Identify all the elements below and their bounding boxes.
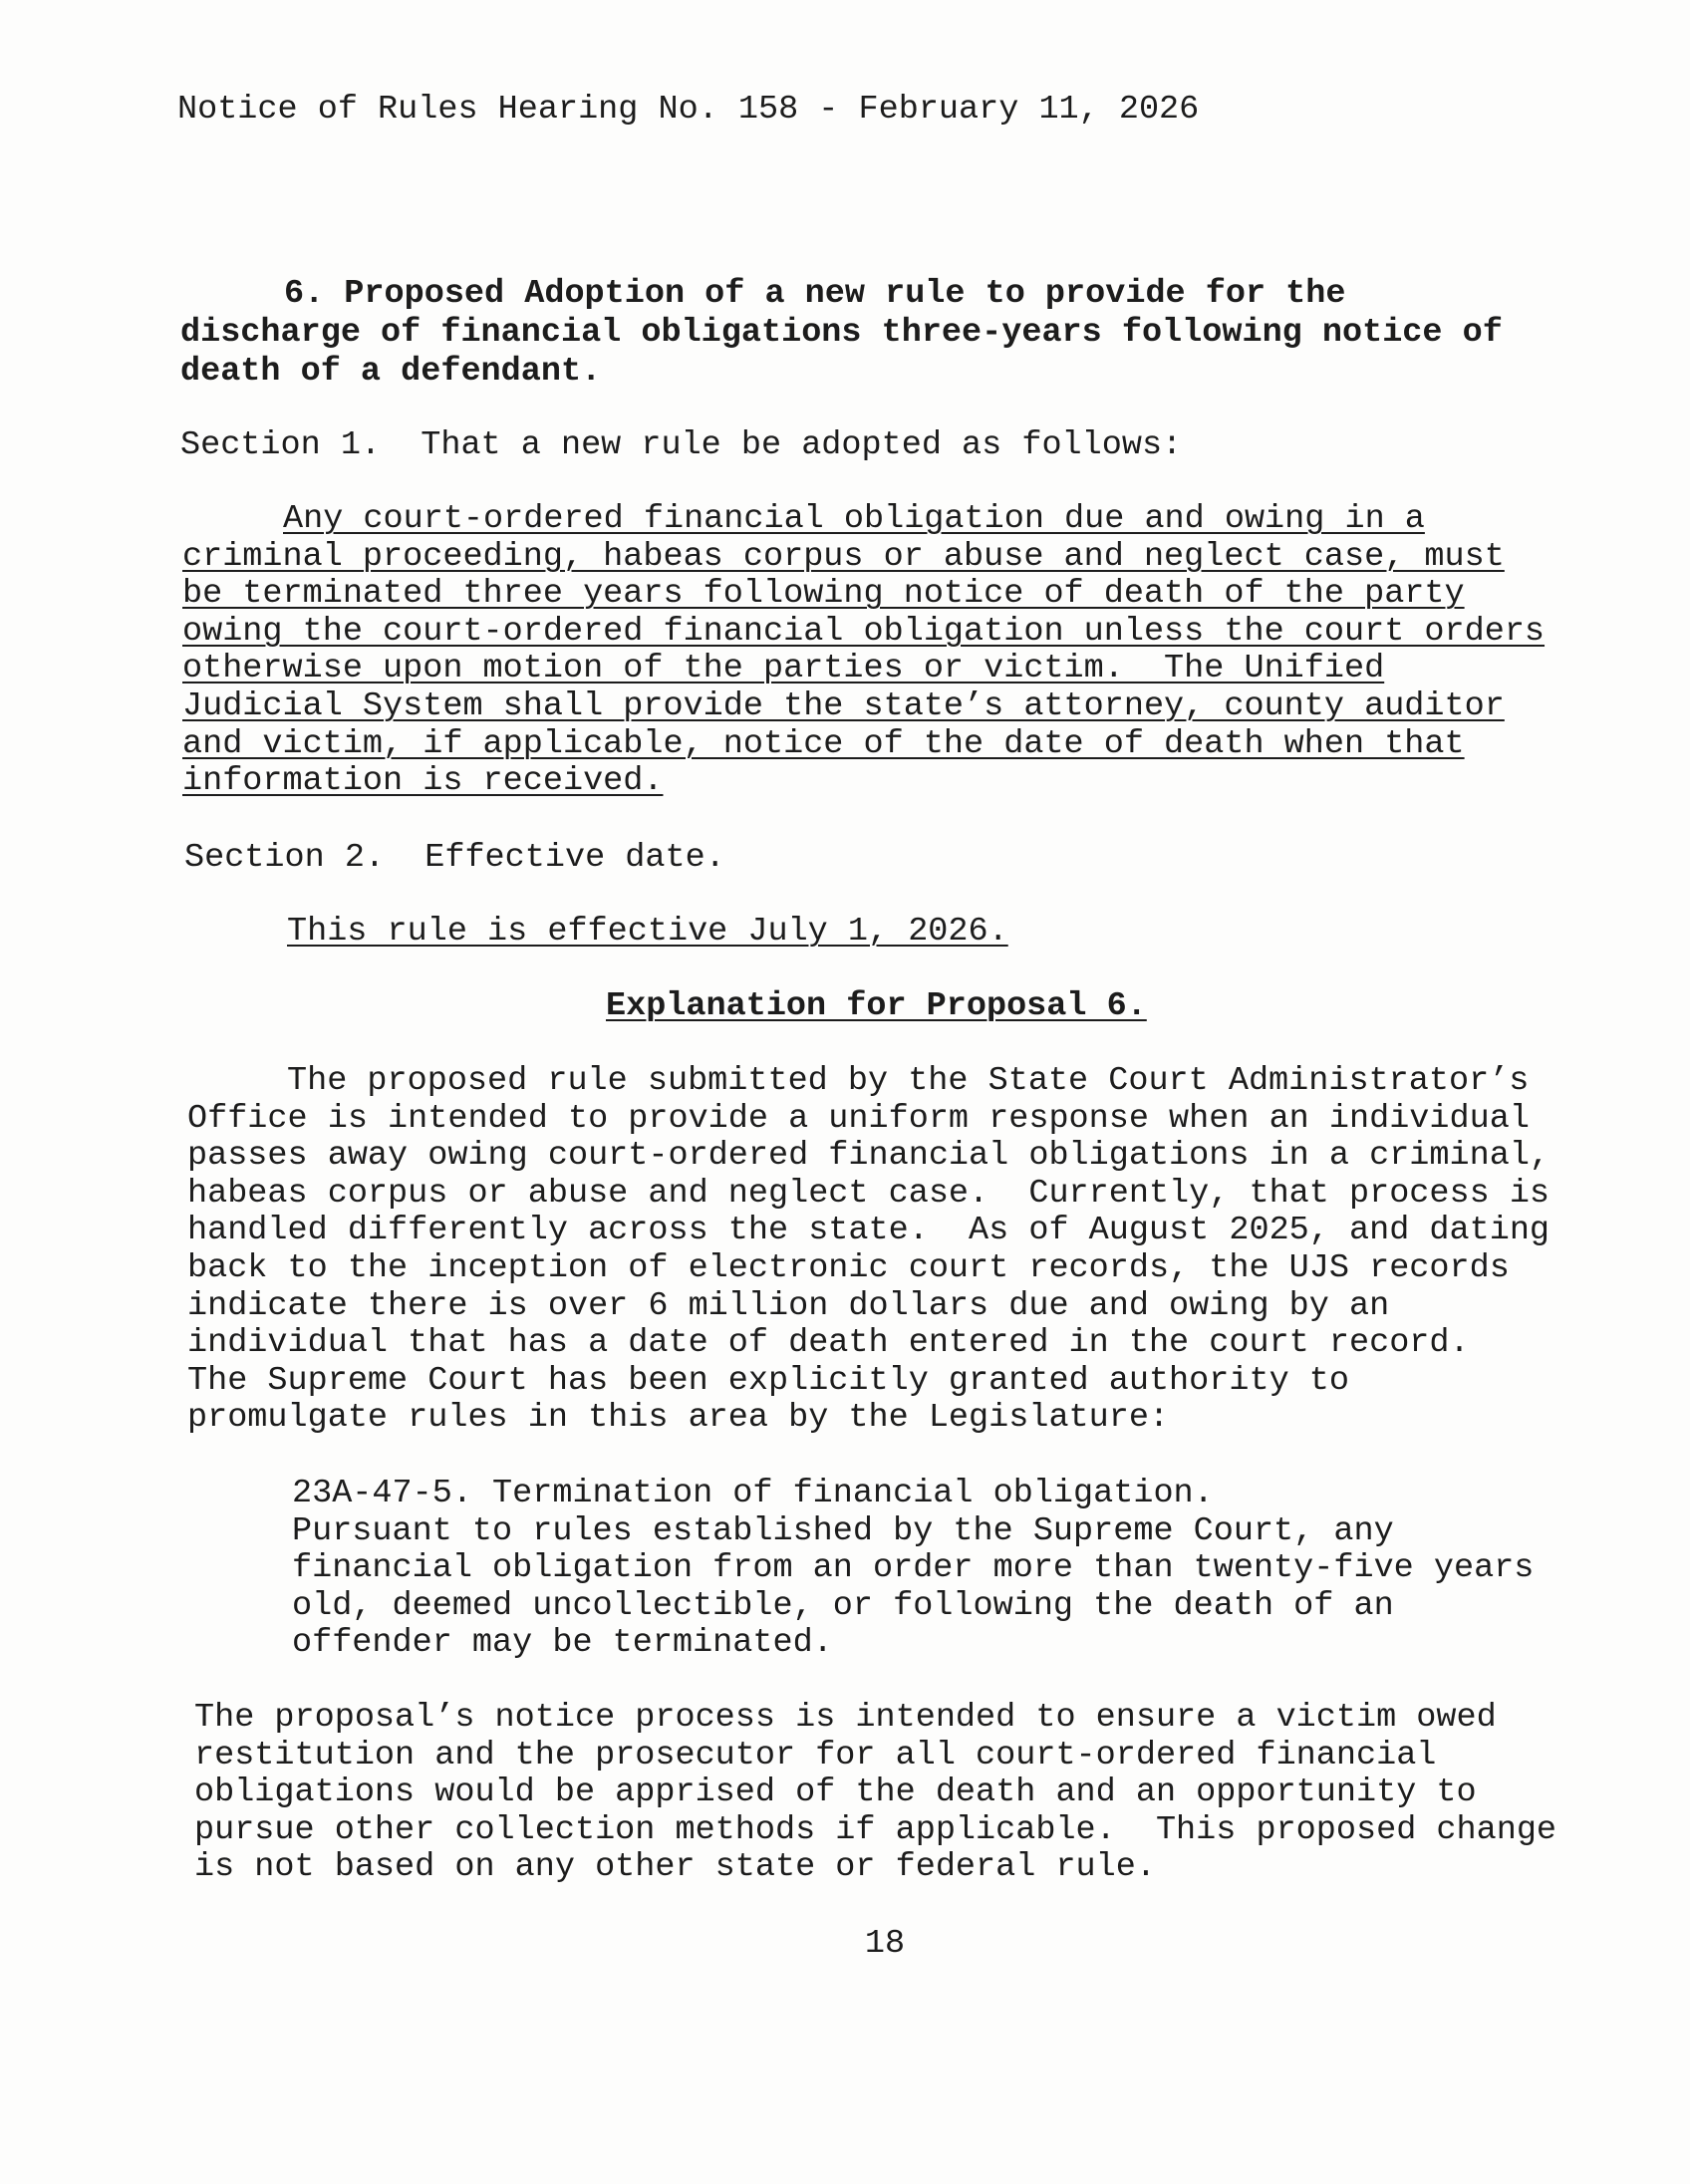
explanation-line: The proposed rule submitted by the State Court Administrator’s (287, 1062, 1530, 1100)
closing-paragraph (194, 1700, 1556, 1887)
explanation-paragraph (187, 1063, 1549, 1438)
page-header (177, 92, 1199, 130)
closing-line: The proposal’s notice process is intended to ensure a victim owed (194, 1699, 1497, 1737)
explanation-line: habeas corpus or abuse and neglect case. Currently, that process is (187, 1174, 1550, 1213)
rule-text-line: Judicial System shall provide the state’s attorney, county auditor (182, 686, 1505, 725)
explanation-line: back to the inception of electronic court records, the UJS records (187, 1248, 1510, 1287)
section-1 (180, 427, 1182, 465)
page-number (845, 1926, 925, 1964)
statute-quote (292, 1476, 1534, 1663)
rule-text-line: and victim, if applicable, notice of the date of death when that (182, 724, 1465, 763)
proposal-heading (180, 275, 1503, 392)
page-number-text: 18 (864, 1925, 906, 1963)
closing-line: obligations would be apprised of the death and an opportunity to (194, 1774, 1477, 1812)
explanation-line: individual that has a date of death entered in the court record. (187, 1324, 1470, 1363)
rule-text-line: otherwise upon motion of the parties or victim. The Unified (182, 650, 1385, 688)
section-2 (184, 840, 725, 878)
effective-date-text: This rule is effective July 1, 2026. (287, 913, 1008, 951)
closing-line: pursue other collection methods if applicable. This proposed change (194, 1810, 1557, 1849)
effective-date (287, 914, 1008, 952)
section-1-text: Section 1. That a new rule be adopted as follows: (180, 426, 1183, 464)
rule-text-line: information is received. (182, 762, 664, 801)
statute-line: Pursuant to rules established by the Supreme Court, any (292, 1511, 1394, 1550)
header-text: Notice of Rules Hearing No. 158 - February 11, 2026 (177, 91, 1200, 129)
explanation-line: passes away owing court-ordered financial obligations in a criminal, (187, 1137, 1550, 1176)
closing-line: is not based on any other state or federal rule. (194, 1848, 1156, 1887)
rule-text-line: Any court-ordered financial obligation due and owing in a (283, 500, 1425, 538)
rule-text-line: criminal proceeding, habeas corpus or abuse and neglect case, must (182, 537, 1505, 576)
explanation-line: handled differently across the state. As of August 2025, and dating (187, 1212, 1550, 1250)
explanation-heading (606, 988, 1147, 1026)
proposal-heading-line: discharge of financial obligations three-years following notice of (180, 314, 1503, 352)
proposal-heading-line: 6. Proposed Adoption of a new rule to provide for the (284, 275, 1346, 313)
statute-line: old, deemed uncollectible, or following the death of an (292, 1586, 1394, 1625)
explanation-heading-text: Explanation for Proposal 6. (606, 987, 1147, 1025)
rule-text-line: be terminated three years following notice of death of the party (182, 575, 1465, 614)
explanation-line: indicate there is over 6 million dollars due and owing by an (187, 1286, 1390, 1325)
statute-line: 23A-47-5. Termination of financial obligation. (292, 1475, 1214, 1512)
closing-line: restitution and the prosecutor for all court-ordered financial (194, 1736, 1437, 1774)
explanation-line: The Supreme Court has been explicitly granted authority to (187, 1361, 1349, 1400)
section-2-text: Section 2. Effective date. (184, 839, 725, 877)
statute-line: offender may be terminated. (292, 1624, 833, 1663)
explanation-line: Office is intended to provide a uniform response when an individual (187, 1099, 1530, 1138)
proposed-rule-text (182, 501, 1545, 801)
statute-line: financial obligation from an order more than twenty-five years (292, 1549, 1535, 1588)
proposal-heading-line: death of a defendant. (180, 353, 602, 391)
rule-text-line: owing the court-ordered financial obligation unless the court orders (182, 612, 1546, 651)
explanation-line: promulgate rules in this area by the Legislature: (187, 1399, 1170, 1438)
